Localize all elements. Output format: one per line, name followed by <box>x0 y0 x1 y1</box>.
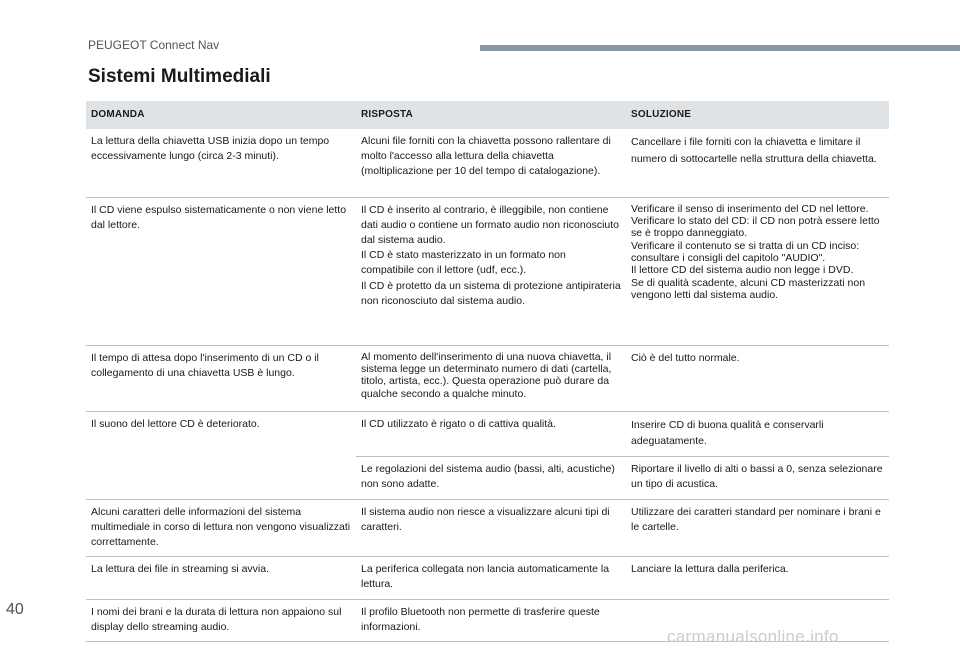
answer-cell: Il profilo Bluetooth non permette di trasferire queste informazioni. <box>356 599 626 641</box>
answer-cell: Al momento dell'inserimento di una nuova chiavetta, il sistema legge un determinato numero di dati (cartella, titolo, artista, ecc.). Questa operazione può durare da qualche secondo a qualche minuto. <box>356 345 626 411</box>
table-row <box>86 499 889 557</box>
question-cell: Il tempo di attesa dopo l'inserimento di un CD o il collegamento di una chiavetta USB è lungo. <box>86 345 356 411</box>
solution-cell: Lanciare la lettura dalla periferica. <box>626 557 889 599</box>
column-header-question: DOMANDA <box>86 101 356 129</box>
question-cell: La lettura della chiavetta USB inizia dopo un tempo eccessivamente lungo (circa 2-3 minuti). <box>86 129 356 197</box>
solution-cell: Ciò è del tutto normale. <box>626 345 889 411</box>
answer-cell: Il CD utilizzato è rigato o di cattiva qualità. <box>356 411 626 457</box>
manual-header-label: PEUGEOT Connect Nav <box>88 38 220 52</box>
question-cell: Il CD viene espulso sistematicamente o non viene letto dal lettore. <box>86 197 356 345</box>
solution-cell: Inserire CD di buona qualità e conservarli adeguatamente. <box>626 411 889 457</box>
header-bar <box>480 45 960 51</box>
question-cell: Il suono del lettore CD è deteriorato. <box>86 411 356 499</box>
page-number: 40 <box>6 601 24 618</box>
answer-cell: La periferica collegata non lancia automaticamente la lettura. <box>356 557 626 599</box>
solution-cell: Riportare il livello di alti o bassi a 0, senza selezionare un tipo di acustica. <box>626 457 889 499</box>
table-row <box>86 411 889 457</box>
table-header-row <box>86 101 889 129</box>
column-header-solution: SOLUZIONE <box>626 101 889 129</box>
solution-cell: Verificare il senso di inserimento del CD nel lettore. Verificare lo stato del CD: il CD non potrà essere letto se è troppo danneggiato. Verificare il contenuto se si tratta di un CD inciso: consultare i consigli del capitolo "AUDIO". Il lettore CD del sistema audio non legge i DVD. Se di qualità scadente, alcuni CD masterizzati non vengono letti dal sistema audio. <box>626 197 889 345</box>
answer-cell: Le regolazioni del sistema audio (bassi, alti, acustiche) non sono adatte. <box>356 457 626 499</box>
faq-table <box>86 101 889 642</box>
watermark-text[interactable]: carmanualsonline.info <box>667 627 839 646</box>
answer-cell: Il sistema audio non riesce a visualizzare alcuni tipi di caratteri. <box>356 499 626 557</box>
table-row <box>86 129 889 197</box>
column-header-answer: RISPOSTA <box>356 101 626 129</box>
solution-cell: Cancellare i file forniti con la chiavetta e limitare il numero di sottocartelle nella struttura della chiavetta. <box>626 129 889 197</box>
answer-cell: Il CD è inserito al contrario, è illeggibile, non contiene dati audio o contiene un formato audio non riconosciuto dal sistema audio. Il CD è stato masterizzato in un formato non compatibile con il lettore (udf, ecc.). Il CD è protetto da un sistema di protezione antipirateria non riconosciuto dal sistema audio. <box>356 197 626 345</box>
table-row <box>86 197 889 345</box>
table-row <box>86 345 889 411</box>
table-row <box>86 557 889 599</box>
page-title: Sistemi Multimediali <box>88 66 271 87</box>
question-cell: I nomi dei brani e la durata di lettura non appaiono sul display dello streaming audio. <box>86 599 356 641</box>
answer-cell: Alcuni file forniti con la chiavetta possono rallentare di molto l'accesso alla lettura della chiavetta (moltiplicazione per 10 del tempo di catalogazione). <box>356 129 626 197</box>
question-cell: La lettura dei file in streaming si avvia. <box>86 557 356 599</box>
solution-cell: Utilizzare dei caratteri standard per nominare i brani e le cartelle. <box>626 499 889 557</box>
question-cell: Alcuni caratteri delle informazioni del sistema multimediale in corso di lettura non vengono visualizzati correttamente. <box>86 499 356 557</box>
